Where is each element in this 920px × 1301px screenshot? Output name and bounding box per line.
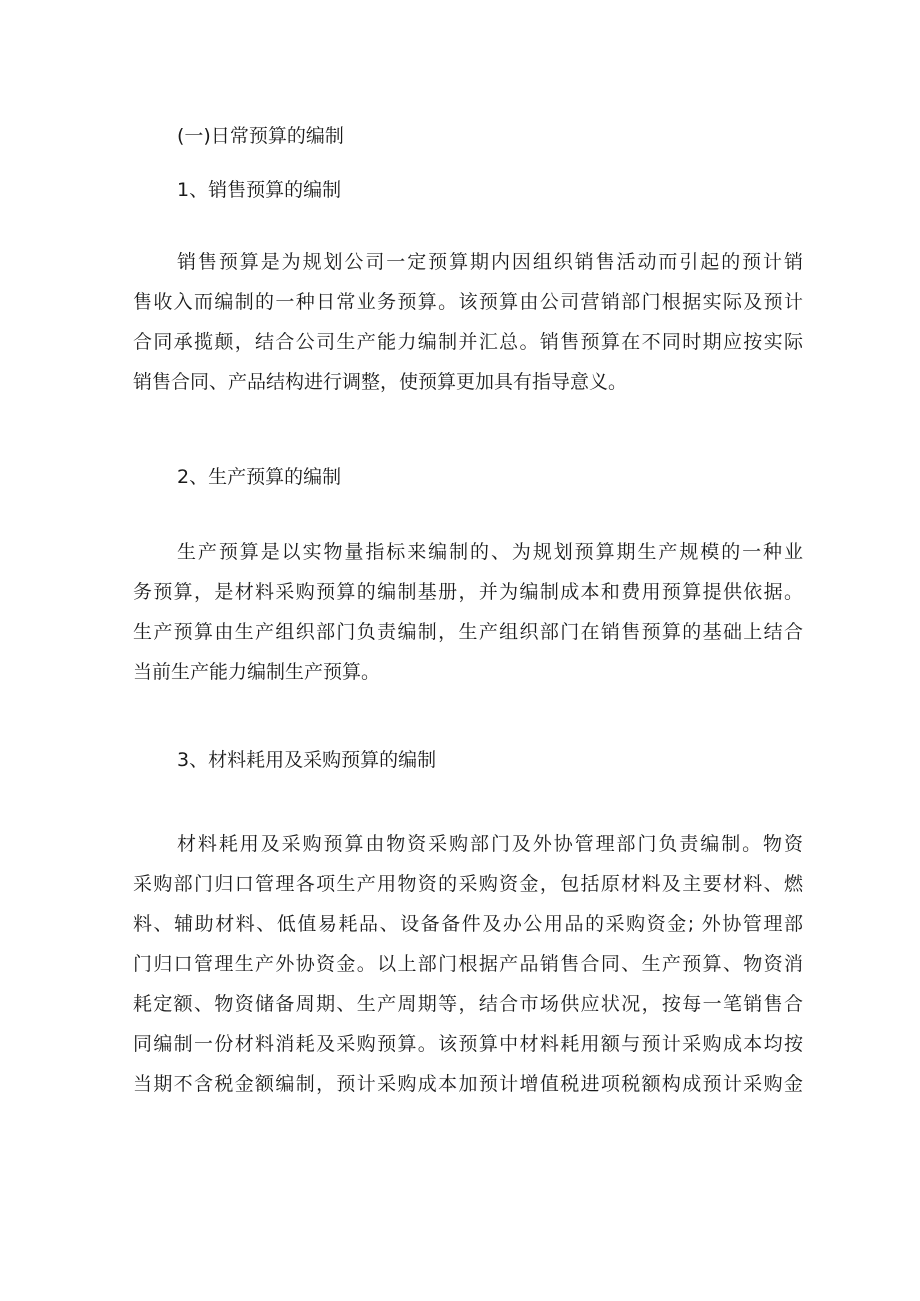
paragraph-line: 采购部门归口管理各项生产用物资的采购资金，包括原材料及主要材料、燃	[133, 873, 803, 895]
paragraph-production	[133, 532, 803, 692]
subsection-heading-sales: 1、销售预算的编制	[177, 179, 342, 201]
paragraph-line: 合同承揽颠，结合公司生产能力编制并汇总。销售预算在不同时期应按实际	[133, 331, 803, 353]
section-title: (一)日常预算的编制	[177, 125, 344, 147]
paragraph-sales	[133, 242, 803, 402]
paragraph-line: 门归口管理生产外协资金。以上部门根据产品销售合同、生产预算、物资消	[133, 953, 803, 975]
paragraph-line: 材料耗用及采购预算由物资采购部门及外协管理部门负责编制。物资	[177, 833, 803, 855]
paragraph-materials	[133, 824, 803, 1104]
paragraph-line: 售收入而编制的一种日常业务预算。该预算由公司营销部门根据实际及预计	[133, 291, 803, 313]
paragraph-line: 销售预算是为规划公司一定预算期内因组织销售活动而引起的预计销	[177, 251, 803, 273]
paragraph-line: 生产预算是以实物量指标来编制的、为规划预算期生产规模的一种业	[177, 541, 803, 563]
subsection-heading-production: 2、生产预算的编制	[177, 466, 342, 488]
paragraph-line: 耗定额、物资储备周期、生产周期等，结合市场供应状况，按每一笔销售合	[133, 993, 803, 1015]
paragraph-line: 当前生产能力编制生产预算。	[133, 661, 381, 683]
subsection-heading-materials: 3、材料耗用及采购预算的编制	[177, 749, 437, 771]
paragraph-line: 务预算，是材料采购预算的编制基册，并为编制成本和费用预算提供依据。	[133, 581, 803, 603]
paragraph-line: 料、辅助材料、低值易耗品、设备备件及办公用品的采购资金; 外协管理部	[133, 913, 803, 935]
paragraph-line: 生产预算由生产组织部门负责编制，生产组织部门在销售预算的基础上结合	[133, 621, 803, 643]
paragraph-line: 销售合同、产品结构进行调整，使预算更加具有指导意义。	[133, 371, 628, 393]
paragraph-line: 当期不含税金额编制，预计采购成本加预计增值税进项税额构成预计采购金	[133, 1073, 803, 1095]
paragraph-line: 同编制一份材料消耗及采购预算。该预算中材料耗用额与预计采购成本均按	[133, 1033, 803, 1055]
